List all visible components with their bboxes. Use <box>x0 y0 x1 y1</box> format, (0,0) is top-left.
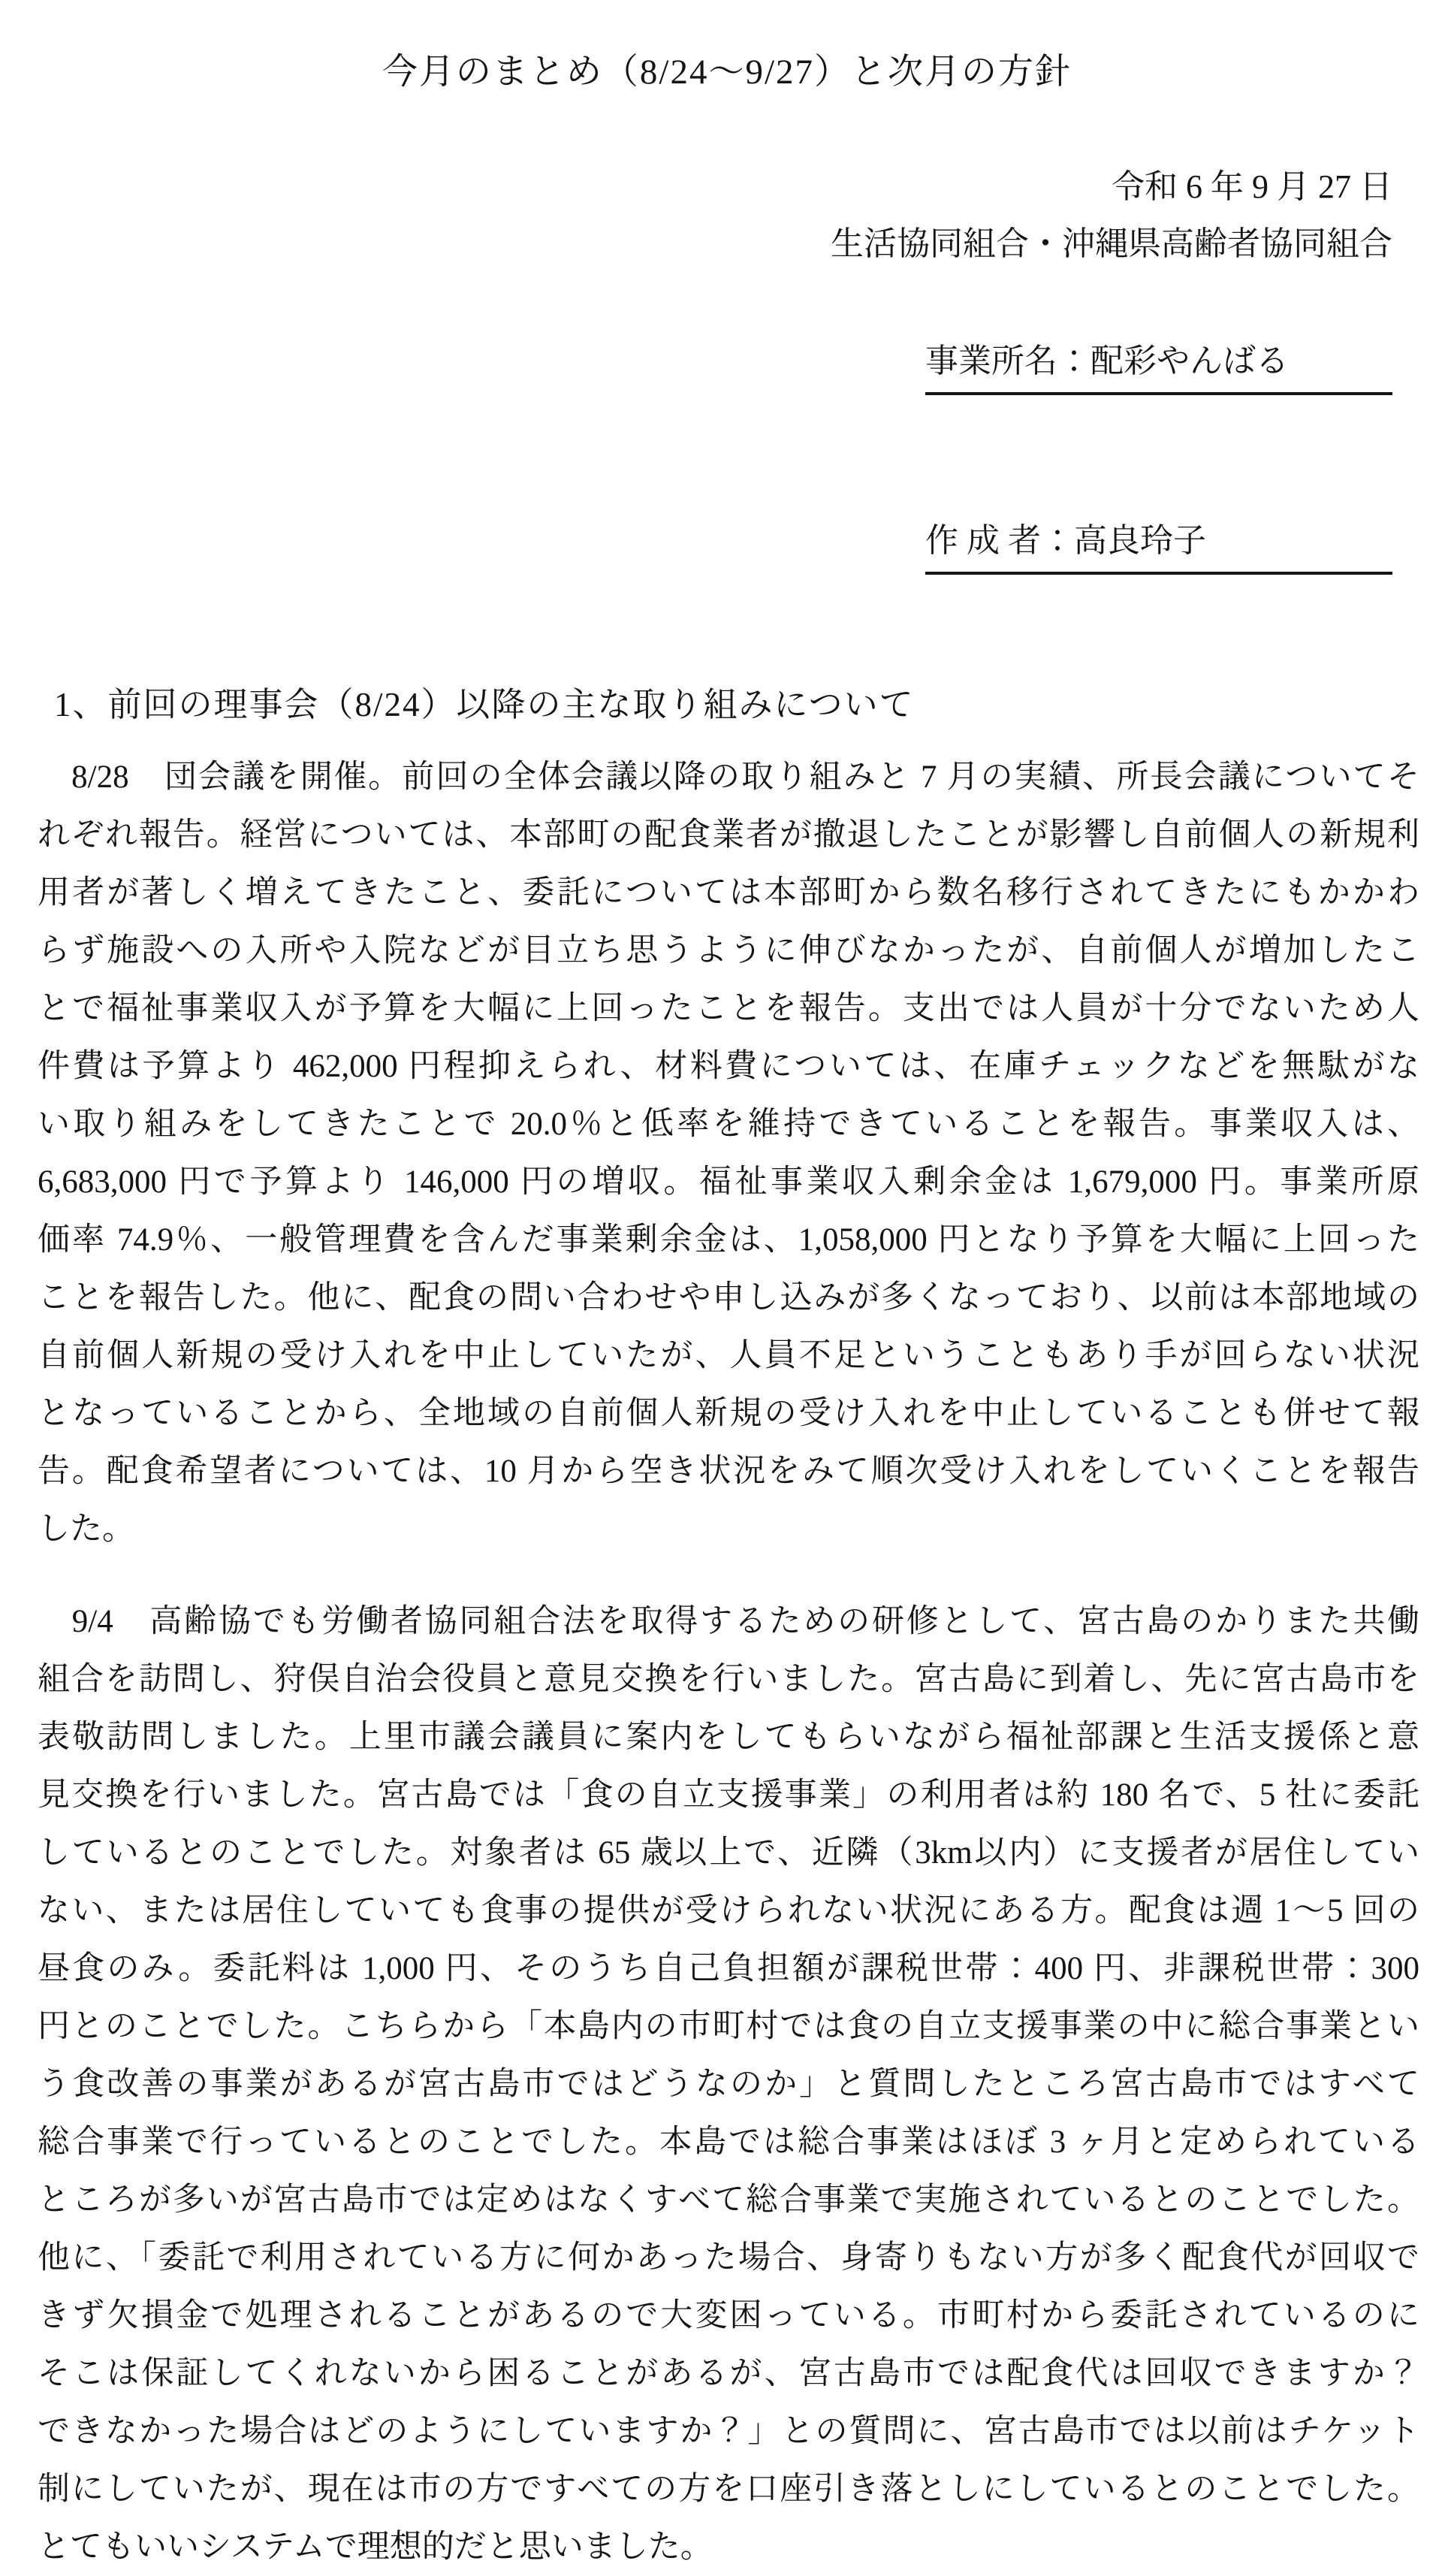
body-line: できなかった場合はどのようにしていますか？」との質問に、宮古島市では以前はチケット <box>38 2414 1419 2449</box>
body-line: 告。配食希望者については、10 月から空き状況をみて順次受け入れをしていくことを報告 <box>38 1454 1419 1489</box>
body-line: 円とのことでした。こちらから「本島内の市町村では食の自立支援事業の中に総合事業とい <box>38 2009 1419 2044</box>
paragraph-2 <box>38 1593 1419 2576</box>
body-line: 件費は予算より 462,000 円程抑えられ、材料費については、在庫チェックなどを無駄がな <box>38 1049 1419 1084</box>
body-line: した。 <box>38 1511 134 1547</box>
body-line: 総合事業で行っているとのことでした。本島では総合事業はほぼ 3 ヶ月と定められている <box>38 2125 1419 2160</box>
body-line: 組合を訪問し、狩俣自治会役員と意見交換を行いました。宮古島に到着し、先に宮古島市を <box>38 1662 1419 1697</box>
paragraph-1 <box>38 748 1419 1558</box>
body-line: しているとのことでした。対象者は 65 歳以上で、近隣（3km以内）に支援者が居住してい <box>38 1835 1419 1871</box>
office-name-row <box>0 273 1392 452</box>
body-line: 8/28 団会議を開催。前回の全体会議以降の取り組みと 7 月の実績、所長会議についてそ <box>38 760 1419 795</box>
body-line: 見交換を行いました。宮古島では「食の自立支援事業」の利用者は約 180 名で、5 社に委託 <box>38 1777 1419 1813</box>
body-line: となっていることから、全地域の自前個人新規の受け入れを中止していることも併せて報 <box>38 1396 1419 1431</box>
author-name-row <box>0 452 1392 632</box>
body-line: い取り組みをしてきたことで 20.0％と低率を維持できていることを報告。事業収入は、 <box>38 1107 1419 1142</box>
body-line: 昼食のみ。委託料は 1,000 円、そのうち自己負担額が課税世帯：400 円、非課税世帯：300 <box>38 1951 1419 1986</box>
body-line: そこは保証してくれないから困ることがあるが、宮古島市では配食代は回収できますか？ <box>38 2356 1419 2391</box>
office-name: 事業所名：配彩やんばる <box>925 333 1392 395</box>
document-title: 今月のまとめ（8/24～9/27）と次月の方針 <box>382 53 1072 92</box>
section-1-heading: 1、前回の理事会（8/24）以降の主な取り組みについて <box>54 686 915 723</box>
body-line: ことを報告した。他に、配食の問い合わせや申し込みが多くなっており、以前は本部地域の <box>38 1280 1419 1315</box>
body-line: 自前個人新規の受け入れを中止していたが、人員不足ということもあり手が回らない状況 <box>38 1338 1419 1373</box>
body-line: きず欠損金で処理されることがあるので大変困っている。市町村から委託されているのに <box>38 2298 1419 2333</box>
organization-name: 生活協同組合・沖縄県高齢者協同組合 <box>831 225 1392 262</box>
body-line: ところが多いが宮古島市では定めはなくすべて総合事業で実施されているとのことでした。 <box>38 2182 1419 2218</box>
body-line: とてもいいシステムで理想的だと思いました。 <box>38 2529 713 2565</box>
body-line: う食改善の事業があるが宮古島市ではどうなのか」と質問したところ宮古島市ではすべて <box>38 2067 1419 2102</box>
document-date: 令和 6 年 9 月 27 日 <box>1112 168 1392 205</box>
author-name: 作 成 者：高良玲子 <box>925 512 1392 575</box>
body-line: とで福祉事業収入が予算を大幅に上回ったことを報告。支出では人員が十分でないため人 <box>38 991 1419 1026</box>
body-line: ない、または居住していても食事の提供が受けられない状況にある方。配食は週 1～5 回の <box>38 1893 1419 1928</box>
document-header <box>0 159 1454 632</box>
body-line: 6,683,000 円で予算より 146,000 円の増収。福祉事業収入剰余金は 1,679,000 円。事業所原 <box>38 1164 1419 1200</box>
body-line: 用者が著しく増えてきたこと、委託については本部町から数名移行されてきたにもかかわ <box>38 875 1419 911</box>
body-line: 制にしていたが、現在は市の方ですべての方を口座引き落としにしているとのことでした。 <box>38 2472 1419 2507</box>
body-line: 価率 74.9％、一般管理費を含んだ事業剰余金は、1,058,000 円となり予算を大幅に上回った <box>38 1222 1419 1258</box>
body-line: れぞれ報告。経営については、本部町の配食業者が撤退したことが影響し自前個人の新規利 <box>38 817 1419 853</box>
body-line: 9/4 高齢協でも労働者協同組合法を取得するための研修として、宮古島のかりまた共働 <box>38 1604 1419 1639</box>
body-line: 表敬訪問しました。上里市議会議員に案内をしてもらいながら福祉部課と生活支援係と意 <box>38 1720 1419 1755</box>
body-line: らず施設への入所や入院などが目立ち思うように伸びなかったが、自前個人が増加したこ <box>38 933 1419 968</box>
body-line: 他に、「委託で利用されている方に何かあった場合、身寄りもない方が多く配食代が回収で <box>38 2240 1419 2276</box>
